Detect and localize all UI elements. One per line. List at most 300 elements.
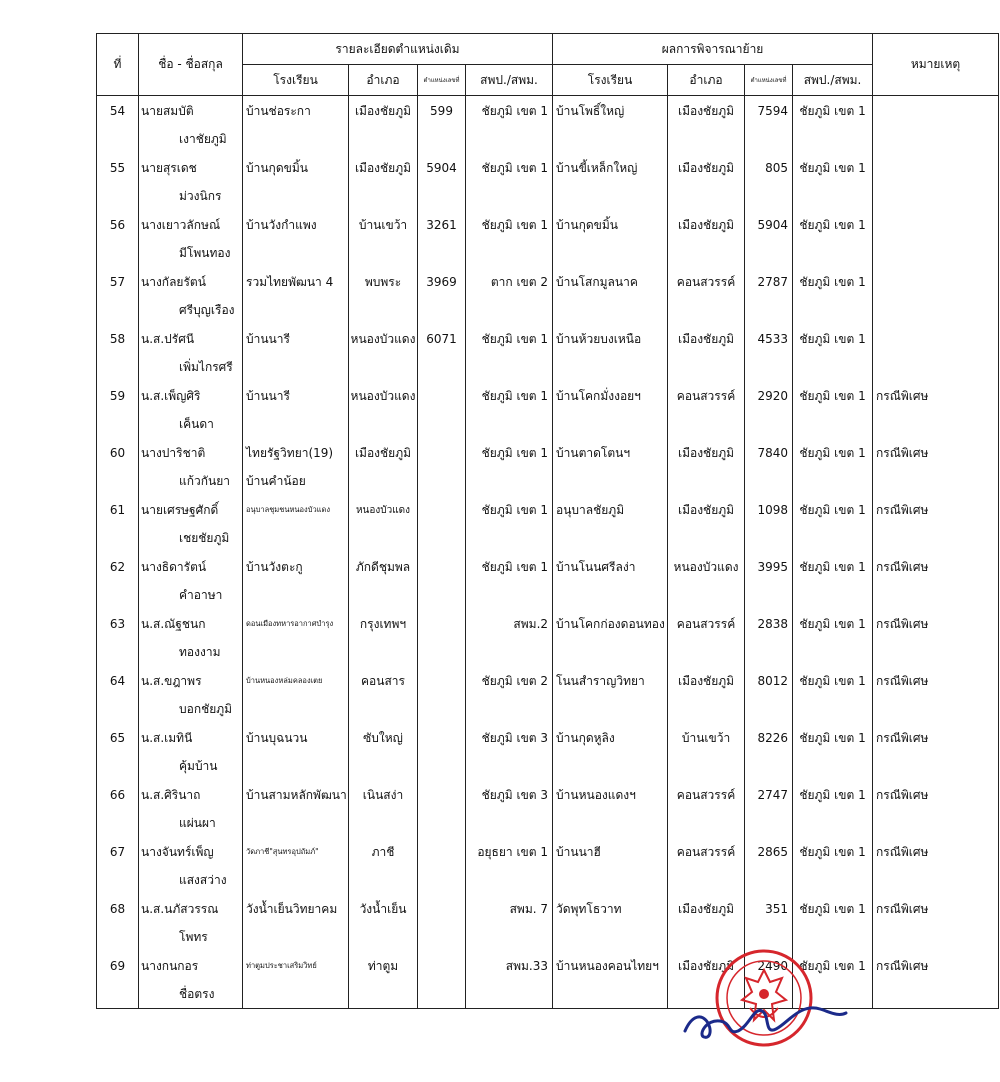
table-row [97,723,999,753]
table-row [97,96,999,127]
empty-cell [466,810,553,837]
empty-cell [97,924,139,951]
empty-cell [418,525,466,552]
empty-cell [243,810,349,837]
table-row [97,267,999,297]
row-old-office: ชัยภูมิ เขต 2 [466,666,553,696]
table-row-continuation [97,411,999,438]
row-new-office: ชัยภูมิ เขต 1 [793,951,873,981]
empty-cell [668,924,745,951]
row-remark: กรณีพิเศษ [873,552,999,582]
empty-cell [418,696,466,723]
empty-cell [668,126,745,153]
empty-cell [873,582,999,609]
row-old-school: บ้านหนองหล่มคลองเตย [243,666,349,696]
row-new-district: เมืองชัยภูมิ [668,210,745,240]
row-new-district: เมืองชัยภูมิ [668,495,745,525]
table-row-continuation [97,810,999,837]
row-new-position: 351 [745,894,793,924]
row-new-office: ชัยภูมิ เขต 1 [793,210,873,240]
empty-cell [243,183,349,210]
empty-cell [349,810,418,837]
row-old-position [418,723,466,753]
empty-cell [873,126,999,153]
col-old-district: อำเภอ [349,65,418,96]
empty-cell [466,411,553,438]
empty-cell [466,867,553,894]
empty-cell [418,582,466,609]
row-new-office: ชัยภูมิ เขต 1 [793,780,873,810]
empty-cell [349,183,418,210]
empty-cell [349,867,418,894]
row-new-office: ชัยภูมิ เขต 1 [793,324,873,354]
transfer-table [96,33,999,1009]
empty-cell [553,753,668,780]
col-old-position: ตำแหน่งเลขที่ [418,65,466,96]
empty-cell [553,810,668,837]
row-old-position: 3969 [418,267,466,297]
row-old-district: พบพระ [349,267,418,297]
table-row [97,780,999,810]
col-group-old: รายละเอียดตำแหน่งเดิม [243,34,553,65]
empty-cell [418,867,466,894]
row-new-school: บ้านโสกมูลนาค [553,267,668,297]
empty-cell [349,639,418,666]
empty-cell [553,297,668,324]
empty-cell [466,981,553,1009]
row-new-district: เมืองชัยภูมิ [668,324,745,354]
empty-cell [418,411,466,438]
row-old-school: วังน้ำเย็นวิทยาคม [243,894,349,924]
row-name: นางกนกอร [139,951,243,981]
empty-cell [349,297,418,324]
empty-cell [418,183,466,210]
empty-cell [873,639,999,666]
row-new-position: 2490 [745,951,793,981]
empty-cell [97,696,139,723]
empty-cell [745,354,793,381]
empty-cell [793,240,873,267]
row-new-position: 8226 [745,723,793,753]
empty-cell [873,468,999,495]
row-new-school: บ้านโคกมั่งงอยฯ [553,381,668,411]
table-row-continuation [97,297,999,324]
row-new-district: เมืองชัยภูมิ [668,666,745,696]
row-new-district: บ้านเขว้า [668,723,745,753]
empty-cell [553,924,668,951]
row-old-district: คอนสาร [349,666,418,696]
row-remark [873,210,999,240]
empty-cell [668,810,745,837]
row-no: 63 [97,609,139,639]
row-old-district: เมืองชัยภูมิ [349,438,418,468]
row-name: นางปาริชาติ [139,438,243,468]
row-name: นายสมบัติ [139,96,243,127]
empty-cell [243,582,349,609]
empty-cell [97,183,139,210]
table-row-continuation [97,525,999,552]
col-new-district: อำเภอ [668,65,745,96]
row-old-school: บ้านสามหลักพัฒนา [243,780,349,810]
empty-cell [873,867,999,894]
col-no: ที่ [97,34,139,96]
row-old-district: ซับใหญ่ [349,723,418,753]
empty-cell [418,924,466,951]
row-old-school: รวมไทยพัฒนา 4 [243,267,349,297]
empty-cell [745,525,793,552]
row-old-district: วังน้ำเย็น [349,894,418,924]
row-new-office: ชัยภูมิ เขต 1 [793,552,873,582]
empty-cell [349,696,418,723]
empty-cell [553,639,668,666]
empty-cell [466,753,553,780]
table-row [97,324,999,354]
row-old-office: ชัยภูมิ เขต 1 [466,96,553,127]
empty-cell [668,867,745,894]
row-new-position: 805 [745,153,793,183]
col-group-new: ผลการพิจารณาย้าย [553,34,873,65]
row-remark [873,96,999,127]
empty-cell [745,126,793,153]
row-new-office: ชัยภูมิ เขต 1 [793,96,873,127]
empty-cell [553,525,668,552]
row-new-district: คอนสวรรค์ [668,837,745,867]
row-name: นางเยาวลักษณ์ [139,210,243,240]
empty-cell [745,867,793,894]
empty-cell [349,354,418,381]
row-name: น.ส.ขฎาพร [139,666,243,696]
empty-cell [745,810,793,837]
row-old-school: บ้านบุฉนวน [243,723,349,753]
row-new-district: เมืองชัยภูมิ [668,894,745,924]
row-old-school: บ้านนารี [243,324,349,354]
empty-cell [243,354,349,381]
empty-cell [553,240,668,267]
row-name: น.ส.นภัสวรรณ [139,894,243,924]
row-new-district: คอนสวรรค์ [668,780,745,810]
row-name: นายเศรษฐศักดิ์ [139,495,243,525]
row-new-office: ชัยภูมิ เขต 1 [793,495,873,525]
row-no: 64 [97,666,139,696]
row-new-position: 2865 [745,837,793,867]
empty-cell [745,468,793,495]
row-new-school: โนนสำราญวิทยา [553,666,668,696]
col-new-position: ตำแหน่งเลขที่ [745,65,793,96]
row-old-district: เมืองชัยภูมิ [349,153,418,183]
empty-cell [873,525,999,552]
table-row-continuation [97,354,999,381]
row-name: น.ส.เมทินี [139,723,243,753]
empty-cell [745,297,793,324]
empty-cell [873,810,999,837]
empty-cell [553,126,668,153]
row-remark: กรณีพิเศษ [873,723,999,753]
row-remark [873,267,999,297]
table-row [97,381,999,411]
row-old-office: ชัยภูมิ เขต 1 [466,153,553,183]
row-new-office: ชัยภูมิ เขต 1 [793,381,873,411]
row-new-district: คอนสวรรค์ [668,609,745,639]
row-old-district: บ้านเขว้า [349,210,418,240]
row-new-office: ชัยภูมิ เขต 1 [793,267,873,297]
empty-cell [745,753,793,780]
row-surname: บอกชัยภูมิ [139,696,243,723]
empty-cell [243,411,349,438]
table-row-continuation [97,924,999,951]
table-row [97,951,999,981]
row-old-school: อนุบาลชุมชนหนองบัวแดง [243,495,349,525]
row-old-office: ชัยภูมิ เขต 3 [466,723,553,753]
table-row-continuation [97,639,999,666]
row-remark: กรณีพิเศษ [873,438,999,468]
row-surname: เงาชัยภูมิ [139,126,243,153]
empty-cell [553,696,668,723]
row-old-school: ท่าตูมประชาเสริมวิทย์ [243,951,349,981]
empty-cell [793,867,873,894]
empty-cell [873,183,999,210]
empty-cell [745,924,793,951]
row-surname: ทองงาม [139,639,243,666]
row-new-school: บ้านหนองแดงฯ [553,780,668,810]
col-new-school: โรงเรียน [553,65,668,96]
empty-cell [553,582,668,609]
row-old-school: วัดภาชี"สุนทรอุปถัมภ์" [243,837,349,867]
row-old-position [418,780,466,810]
empty-cell [349,525,418,552]
row-old-school: ไทยรัฐวิทยา(19) [243,438,349,468]
row-name: นายสุรเดช [139,153,243,183]
row-new-position: 1098 [745,495,793,525]
empty-cell [793,525,873,552]
empty-cell [418,126,466,153]
row-old-office: ชัยภูมิ เขต 1 [466,210,553,240]
row-new-school: บ้านหนองคอนไทยฯ [553,951,668,981]
empty-cell [97,411,139,438]
row-old-district: หนองบัวแดง [349,324,418,354]
row-new-district: คอนสวรรค์ [668,381,745,411]
empty-cell [553,411,668,438]
row-old-office: ชัยภูมิ เขต 1 [466,552,553,582]
row-old-school-extra: บ้านคำน้อย [243,468,349,495]
col-name: ชื่อ - ชื่อสกุล [139,34,243,96]
empty-cell [668,354,745,381]
row-surname: มีโพนทอง [139,240,243,267]
row-new-position: 7594 [745,96,793,127]
empty-cell [793,639,873,666]
table-row [97,609,999,639]
empty-cell [668,753,745,780]
empty-cell [349,126,418,153]
row-new-position: 8012 [745,666,793,696]
row-new-school: อนุบาลชัยภูมิ [553,495,668,525]
row-new-district: เมืองชัยภูมิ [668,438,745,468]
table-row [97,837,999,867]
table-row-continuation [97,696,999,723]
row-no: 62 [97,552,139,582]
row-new-district: หนองบัวแดง [668,552,745,582]
empty-cell [243,240,349,267]
col-new-office: สพป./สพม. [793,65,873,96]
row-surname: ชื่อตรง [139,981,243,1009]
row-surname: เชยชัยภูมิ [139,525,243,552]
row-surname: เพิ่มไกรศรี [139,354,243,381]
table-row-continuation [97,126,999,153]
empty-cell [97,810,139,837]
empty-cell [97,354,139,381]
row-new-school: บ้านโนนศรีลง่า [553,552,668,582]
row-old-school: บ้านนารี [243,381,349,411]
row-name: นางธิดารัตน์ [139,552,243,582]
row-old-office: ชัยภูมิ เขต 1 [466,381,553,411]
row-new-school: บ้านกุดหูลิง [553,723,668,753]
empty-cell [793,297,873,324]
empty-cell [418,468,466,495]
row-name: น.ส.ศิรินาถ [139,780,243,810]
row-remark: กรณีพิเศษ [873,666,999,696]
row-no: 65 [97,723,139,753]
row-old-district: เนินสง่า [349,780,418,810]
empty-cell [745,582,793,609]
row-old-position: 6071 [418,324,466,354]
row-old-office: สพม.2 [466,609,553,639]
row-new-school: บ้านห้วยบงเหนือ [553,324,668,354]
empty-cell [793,924,873,951]
row-old-office: สพม.33 [466,951,553,981]
row-surname: ม่วงนิกร [139,183,243,210]
empty-cell [873,354,999,381]
row-no: 59 [97,381,139,411]
empty-cell [243,639,349,666]
empty-cell [243,525,349,552]
empty-cell [553,867,668,894]
row-old-position: 599 [418,96,466,127]
empty-cell [668,468,745,495]
table-row-continuation [97,468,999,495]
empty-cell [668,411,745,438]
table-row-continuation [97,582,999,609]
row-no: 57 [97,267,139,297]
empty-cell [349,411,418,438]
empty-cell [793,582,873,609]
row-new-office: ชัยภูมิ เขต 1 [793,609,873,639]
empty-cell [349,240,418,267]
row-new-school: บ้านตาดโตนฯ [553,438,668,468]
row-old-school: บ้านช่อระกา [243,96,349,127]
transfer-table-page [96,33,998,1009]
empty-cell [349,582,418,609]
row-old-district: หนองบัวแดง [349,381,418,411]
empty-cell [668,240,745,267]
table-row-continuation [97,183,999,210]
col-old-school: โรงเรียน [243,65,349,96]
row-old-school: บ้านวังกำแพง [243,210,349,240]
empty-cell [793,411,873,438]
row-no: 68 [97,894,139,924]
empty-cell [466,354,553,381]
table-row [97,552,999,582]
row-old-position [418,666,466,696]
row-new-district: คอนสวรรค์ [668,267,745,297]
row-remark [873,153,999,183]
table-row [97,666,999,696]
empty-cell [466,924,553,951]
empty-cell [243,297,349,324]
col-remark: หมายเหตุ [873,34,999,96]
row-name: น.ส.ปรัศนี [139,324,243,354]
empty-cell [243,981,349,1009]
empty-cell [466,240,553,267]
row-new-position: 2787 [745,267,793,297]
row-remark: กรณีพิเศษ [873,381,999,411]
row-no: 56 [97,210,139,240]
row-new-position: 4533 [745,324,793,354]
row-new-school: บ้านนาฮี [553,837,668,867]
table-row [97,495,999,525]
row-remark: กรณีพิเศษ [873,780,999,810]
empty-cell [793,354,873,381]
row-old-district: เมืองชัยภูมิ [349,96,418,127]
row-old-office: สพม. 7 [466,894,553,924]
row-new-position: 3995 [745,552,793,582]
empty-cell [873,753,999,780]
row-new-position: 2920 [745,381,793,411]
row-name: น.ส.ณัฐชนก [139,609,243,639]
row-new-school: วัดพุทโธวาท [553,894,668,924]
row-old-district: ท่าตูม [349,951,418,981]
row-old-position [418,552,466,582]
empty-cell [97,240,139,267]
empty-cell [793,183,873,210]
empty-cell [97,126,139,153]
row-no: 67 [97,837,139,867]
row-name: นางกัลยรัตน์ [139,267,243,297]
row-remark: กรณีพิเศษ [873,609,999,639]
row-old-school: บ้านวังตะกู [243,552,349,582]
row-no: 60 [97,438,139,468]
row-old-district: กรุงเทพฯ [349,609,418,639]
row-surname: เค็นดา [139,411,243,438]
empty-cell [466,297,553,324]
empty-cell [418,639,466,666]
row-new-district: เมืองชัยภูมิ [668,153,745,183]
empty-cell [668,696,745,723]
empty-cell [873,240,999,267]
row-old-office: ชัยภูมิ เขต 1 [466,324,553,354]
row-old-position: 3261 [418,210,466,240]
empty-cell [349,753,418,780]
row-old-position [418,837,466,867]
row-old-office: ชัยภูมิ เขต 1 [466,495,553,525]
empty-cell [466,126,553,153]
row-new-district: เมืองชัยภูมิ [668,951,745,981]
empty-cell [793,696,873,723]
empty-cell [466,468,553,495]
empty-cell [553,183,668,210]
empty-cell [97,867,139,894]
table-row [97,894,999,924]
row-surname: ศรีบุญเรือง [139,297,243,324]
row-new-school: บ้านกุดขมิ้น [553,210,668,240]
empty-cell [97,753,139,780]
row-no: 55 [97,153,139,183]
table-row [97,438,999,468]
empty-cell [793,810,873,837]
row-no: 61 [97,495,139,525]
empty-cell [873,696,999,723]
row-no: 66 [97,780,139,810]
row-no: 58 [97,324,139,354]
empty-cell [668,525,745,552]
